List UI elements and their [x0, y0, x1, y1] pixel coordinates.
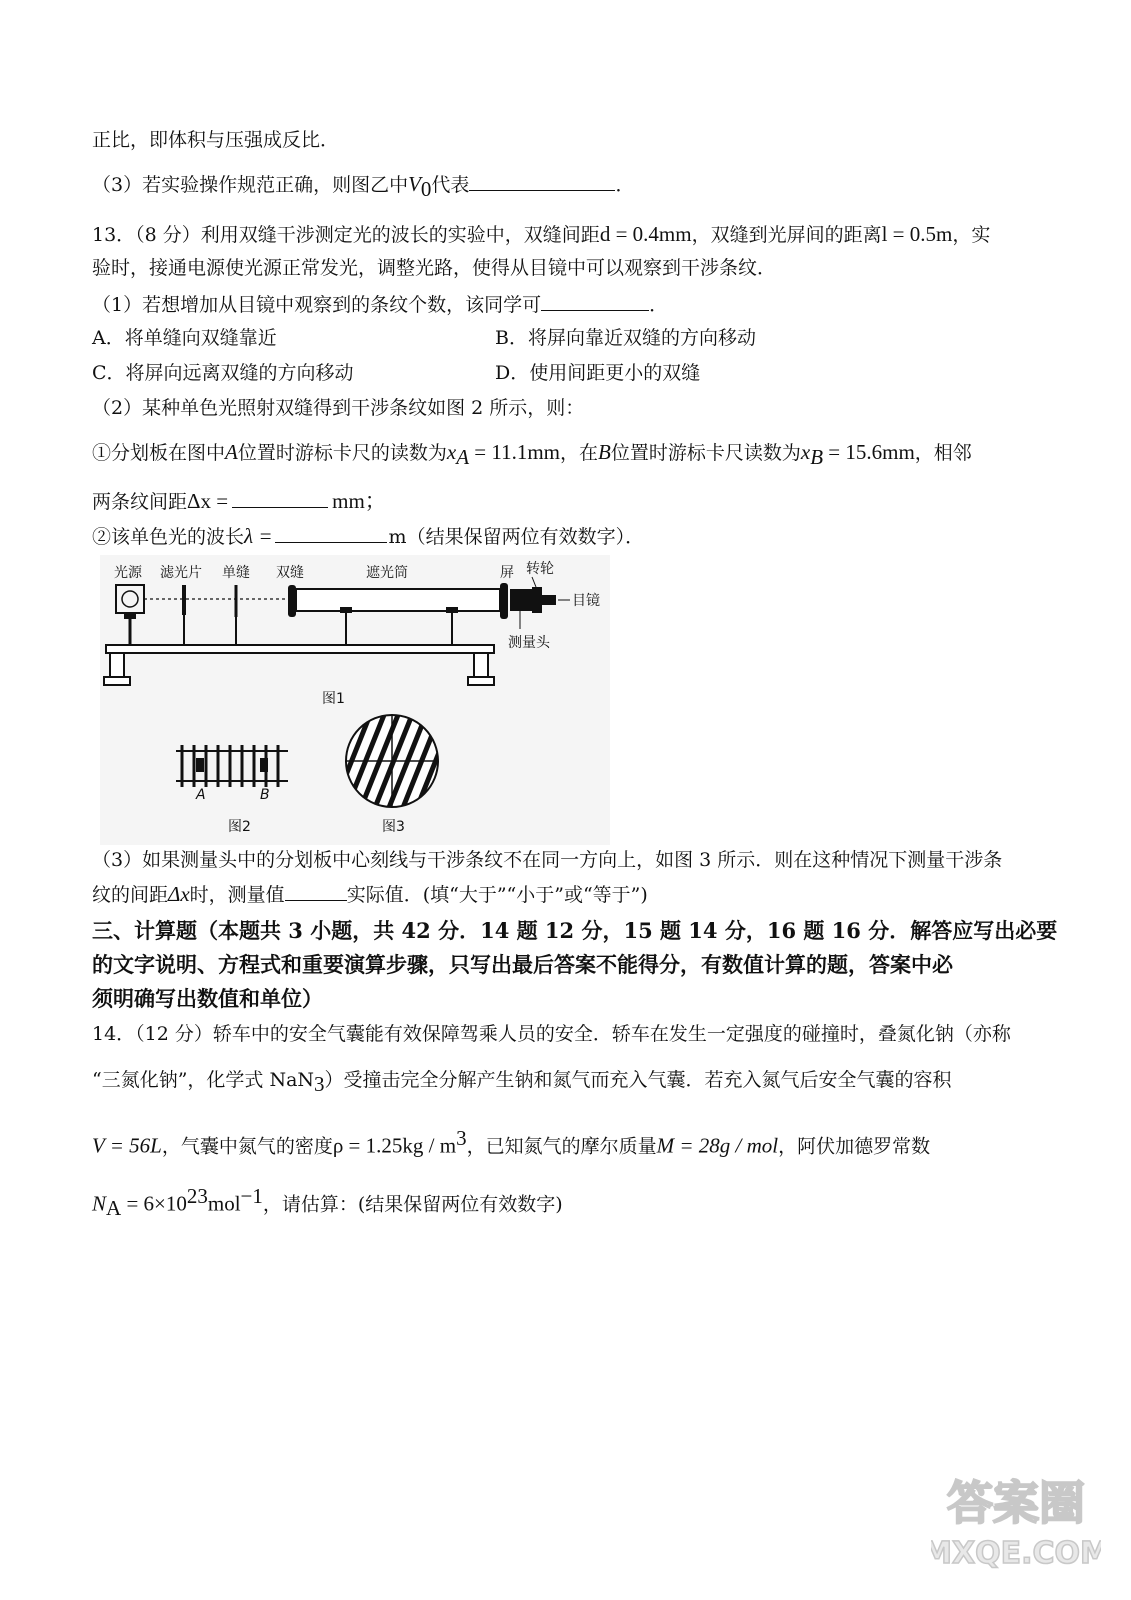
section-3-heading-1	[92, 914, 1057, 948]
label-light-source: 光源	[114, 565, 142, 581]
question-14-4	[92, 1184, 563, 1220]
formula-na: N	[92, 1191, 107, 1216]
bench-leg-right	[474, 653, 488, 677]
formula-l: l = 0.5m	[881, 222, 953, 246]
subscript: B	[810, 444, 824, 469]
text: 须明确写出数值和单位）	[92, 986, 323, 1011]
double-slit-plate	[288, 585, 296, 617]
marker-b	[260, 758, 268, 772]
value: = 6×10	[121, 1191, 187, 1216]
light-source-mount	[124, 613, 136, 619]
text: 代表	[431, 174, 470, 196]
eyepiece-icon	[542, 595, 556, 605]
formula-rho: ρ = 1.25kg / m	[332, 1133, 457, 1158]
screen-plate	[500, 583, 508, 619]
text: 纹的间距	[92, 884, 169, 906]
option-a[interactable]	[92, 326, 277, 350]
measure-head-body	[510, 589, 532, 611]
text: （1）若想增加从目镜中观察到的条纹个数，该同学可	[92, 294, 542, 316]
text: ）受撞击完全分解产生钠和氮气而充入气囊．若充入氮气后安全气囊的容积	[324, 1069, 952, 1091]
formula-dx: Δx =	[187, 489, 229, 513]
text: 实际值．(填“大于”“小于”或“等于”)	[346, 884, 648, 906]
text: （3）如果测量头中的分划板中心刻线与干涉条纹不在同一方向上，如图 3 所示．则在这种情况下测量干涉条	[92, 849, 1003, 871]
label-pos-a: A	[196, 787, 206, 803]
question-14-1	[92, 1022, 1011, 1046]
question-13-2	[92, 396, 584, 420]
question-12-3	[92, 172, 634, 201]
question-14-2	[92, 1068, 952, 1096]
var-v: V	[408, 172, 421, 196]
text: 验时，接通电源使光源正常发光，调整光路，使得从目镜中可以观察到干涉条纹．	[92, 257, 777, 279]
marker-a	[196, 758, 204, 772]
text: ②该单色光的波长	[92, 526, 245, 548]
text: ，在	[560, 442, 599, 464]
text: 正比，即体积与压强成反比．	[92, 129, 340, 151]
label-wheel: 转轮	[526, 561, 554, 577]
text: ．	[649, 294, 669, 316]
option-d-label: D．使用间距更小的双缝	[495, 362, 701, 384]
bench-foot-left	[104, 677, 130, 685]
label-measure-head: 测量头	[508, 635, 550, 651]
answer-blank[interactable]	[285, 882, 347, 901]
question-13-2-a	[92, 440, 972, 469]
label-filter: 滤光片	[160, 565, 202, 581]
text: ，双缝到光屏间的距离	[691, 224, 882, 246]
text: “三氮化钠”，化学式 NaN	[92, 1069, 315, 1091]
text: m（结果保留两位有效数字）．	[388, 526, 645, 548]
unit: mol	[207, 1191, 241, 1216]
caption-fig3: 图3	[382, 819, 405, 835]
var-a: A	[225, 440, 238, 464]
section-3-heading-2	[92, 948, 953, 982]
var-b: B	[598, 440, 611, 464]
formula-m: M = 28g / mol	[656, 1133, 779, 1158]
superscript: 23	[186, 1184, 208, 1208]
section-3-heading-3	[92, 982, 323, 1016]
question-13-3	[92, 848, 1002, 872]
bench-leg-left	[110, 653, 124, 677]
formula-v: V = 56L	[92, 1133, 162, 1158]
experiment-figure	[100, 555, 610, 845]
tube-mount-2	[446, 607, 458, 613]
question-13-1	[92, 292, 668, 317]
question-13-2-b	[92, 524, 644, 549]
question-13-stem-2	[92, 256, 776, 280]
text: ，已知氮气的摩尔质量	[466, 1135, 657, 1158]
text: ，实	[952, 224, 991, 246]
label-screen: 屏	[500, 565, 514, 581]
watermark-top-text: 答案圈	[947, 1476, 1085, 1530]
shading-tube	[296, 589, 500, 611]
question-14-3	[92, 1126, 930, 1158]
option-d[interactable]	[495, 361, 700, 385]
answer-blank[interactable]	[469, 172, 615, 191]
subscript: A	[456, 444, 470, 469]
text: ，请估算：(结果保留两位有效数字)	[262, 1193, 563, 1216]
text: （2）某种单色光照射双缝得到干涉条纹如图 2 所示，则：	[92, 397, 585, 419]
question-13-3-2	[92, 882, 648, 907]
var-x: x	[800, 440, 811, 464]
value: = 11.1mm	[469, 440, 560, 464]
superscript: −1	[240, 1184, 263, 1208]
answer-blank[interactable]	[232, 489, 328, 508]
formula-d: d = 0.4mm	[599, 222, 692, 246]
text: 14．（12 分）轿车中的安全气囊能有效保障驾乘人员的安全．轿车在发生一定强度的碰撞时，叠氮化钠（亦称	[92, 1023, 1011, 1045]
text: ①分划板在图中	[92, 442, 226, 464]
label-single-slit: 单缝	[222, 565, 250, 581]
label-tube: 遮光筒	[366, 565, 408, 581]
text: ，气囊中氮气的密度	[161, 1135, 333, 1158]
text: ．	[615, 174, 635, 196]
label-double-slit: 双缝	[276, 565, 304, 581]
label-pos-b: B	[260, 787, 270, 803]
text: 的文字说明、方程式和重要演算步骤，只写出最后答案不能得分，有数值计算的题，答案中必	[92, 952, 953, 977]
option-a-label: A．将单缝向双缝靠近	[92, 327, 277, 349]
question-13-2-a-2	[92, 489, 386, 514]
caption-fig2: 图2	[228, 819, 251, 835]
text: ，阿伏加德罗常数	[778, 1135, 931, 1158]
label-eyepiece: 目镜	[572, 593, 600, 609]
caption-fig1: 图1	[322, 691, 345, 707]
var-x: x	[446, 440, 457, 464]
text: 13．（8 分）利用双缝干涉测定光的波长的实验中，双缝间距	[92, 224, 600, 246]
formula-dx: Δx	[168, 882, 190, 906]
bench-foot-right	[468, 677, 494, 685]
subscript: 0	[420, 176, 432, 201]
tube-mount-1	[340, 607, 352, 613]
option-b[interactable]	[495, 326, 756, 350]
text: ，相邻	[914, 442, 972, 464]
answer-blank[interactable]	[275, 524, 387, 543]
subscript: 3	[314, 1071, 325, 1096]
optical-bench	[106, 645, 494, 653]
subscript: A	[106, 1196, 122, 1221]
text: 三、计算题（本题共 3 小题，共 42 分．14 题 12 分，15 题 14 分，16 题 16 分．解答应写出必要	[92, 918, 1058, 943]
question-13-stem	[92, 222, 990, 247]
option-c[interactable]	[92, 361, 354, 385]
text: 时，测量值	[189, 884, 285, 906]
wheel-icon	[532, 587, 542, 613]
answer-blank[interactable]	[541, 292, 649, 311]
watermark-graphic	[931, 1465, 1101, 1575]
text: 位置时游标卡尺读数为	[610, 442, 801, 464]
formula-lambda: λ =	[244, 524, 273, 548]
text-line-1	[92, 128, 339, 152]
text: （3）若实验操作规范正确，则图乙中	[92, 174, 409, 196]
unit: mm；	[332, 489, 386, 513]
text: 两条纹间距	[92, 491, 188, 513]
watermark-logo	[931, 1465, 1101, 1580]
option-c-label: C．将屏向远离双缝的方向移动	[92, 362, 354, 384]
superscript: 3	[456, 1126, 467, 1150]
value: = 15.6mm	[823, 440, 915, 464]
watermark-bottom-text: MXQE.COM	[931, 1536, 1101, 1571]
option-b-label: B．将屏向靠近双缝的方向移动	[495, 327, 756, 349]
text: 位置时游标卡尺的读数为	[237, 442, 447, 464]
